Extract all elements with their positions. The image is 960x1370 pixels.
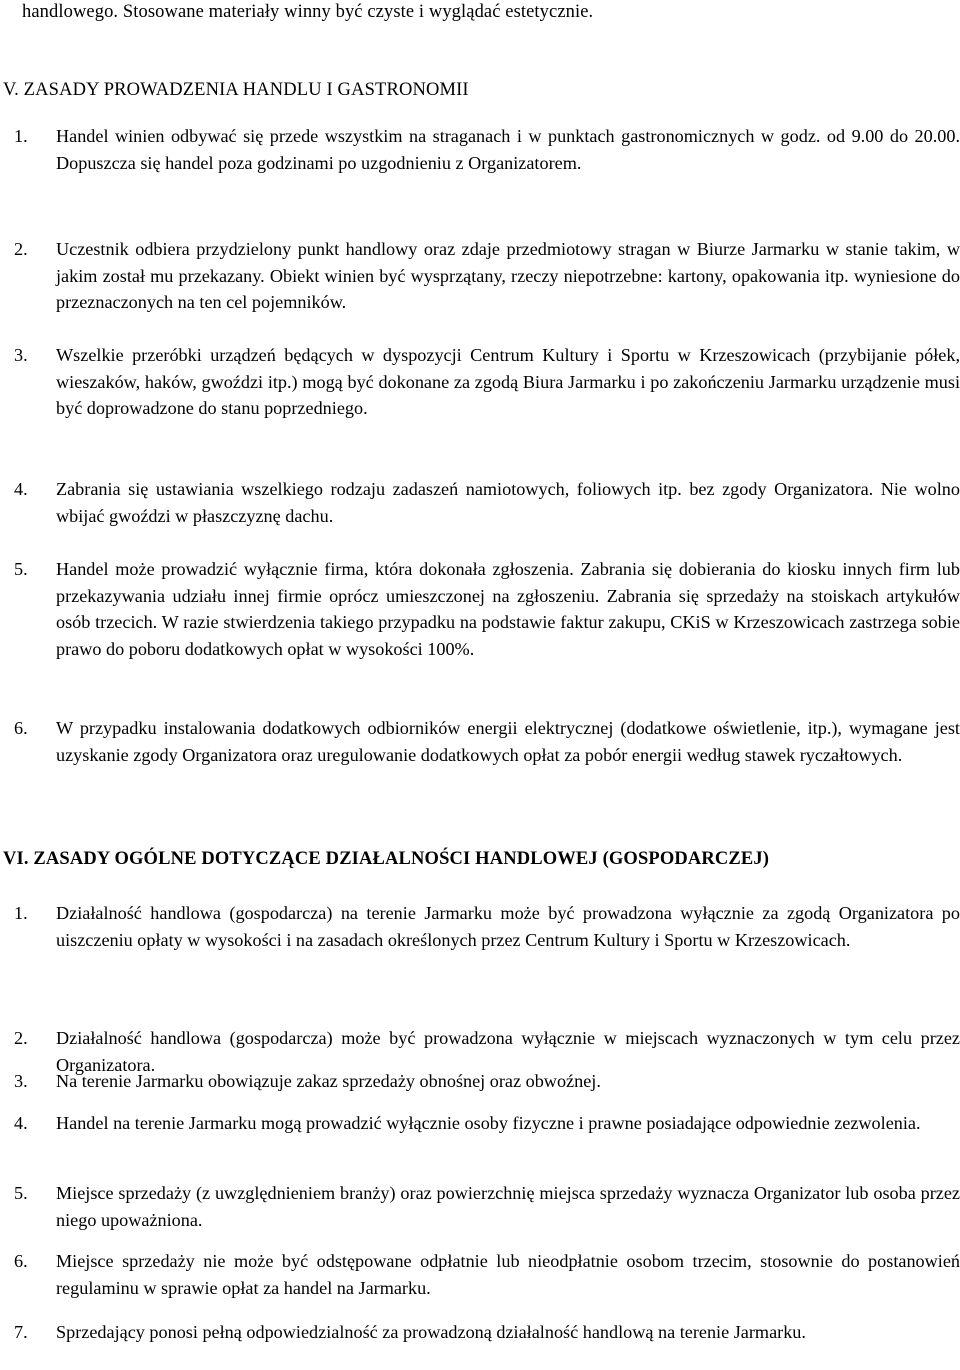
section-6-item-1 <box>14 900 960 953</box>
item-number: 5. <box>14 1183 28 1203</box>
item-number: 3. <box>14 345 28 365</box>
item-text: Handel na terenie Jarmarku mogą prowadzić wyłącznie osoby fizyczne i prawne posiadające odpowiednie zezwolenia. <box>56 1113 921 1133</box>
section-5-item-1 <box>14 123 960 176</box>
intro-line: handlowego. Stosowane materiały winny być czyste i wyglądać estetycznie. <box>22 2 594 22</box>
item-number: 6. <box>14 1251 28 1271</box>
item-text: Działalność handlowa (gospodarcza) na terenie Jarmarku może być prowadzona wyłącznie za zgodą Organizatora po uiszczeniu opłaty w wysokości i na zasadach określonych przez Centrum Kultury i Sportu w Krzeszowicach. <box>56 903 960 950</box>
item-text: Uczestnik odbiera przydzielony punkt handlowy oraz zdaje przedmiotowy stragan w Biurze Jarmarku w stanie takim, w jakim został mu przekazany. Obiekt winien być wysprzątany, rzeczy niepotrzebne: kartony, opakowania itp. wyniesione do przeznaczonych na ten cel pojemników. <box>56 239 960 312</box>
item-text: Sprzedający ponosi pełną odpowiedzialność za prowadzoną działalność handlową na terenie Jarmarku. <box>56 1322 806 1342</box>
item-number: 4. <box>14 479 28 499</box>
section-5-item-6 <box>14 715 960 768</box>
item-text: Miejsce sprzedaży (z uwzględnieniem branży) oraz powierzchnię miejsca sprzedaży wyznacza Organizator lub osoba przez niego upoważniona. <box>56 1183 960 1230</box>
item-number: 1. <box>14 903 28 923</box>
section-6-item-5 <box>14 1180 960 1233</box>
section-6-item-6 <box>14 1248 960 1301</box>
section-5-item-5 <box>14 556 960 662</box>
item-text: Na terenie Jarmarku obowiązuje zakaz sprzedaży obnośnej oraz obwoźnej. <box>56 1071 601 1091</box>
item-number: 3. <box>14 1071 28 1091</box>
section-6-item-7 <box>14 1319 960 1346</box>
item-text: Zabrania się ustawiania wszelkiego rodzaju zadaszeń namiotowych, foliowych itp. bez zgody Organizatora. Nie wolno wbijać gwoździ w płaszczyznę dachu. <box>56 479 960 526</box>
item-number: 2. <box>14 1028 28 1048</box>
item-number: 7. <box>14 1322 28 1342</box>
item-text: W przypadku instalowania dodatkowych odbiorników energii elektrycznej (dodatkowe oświetlenie, itp.), wymagane jest uzyskanie zgody Organizatora oraz uregulowanie dodatkowych opłat za pobór energii według stawek ryczałtowych. <box>56 718 960 765</box>
item-text: Działalność handlowa (gospodarcza) może być prowadzona wyłącznie w miejscach wyznaczonych w tym celu przez Organizatora. <box>56 1028 960 1075</box>
section-6-item-3 <box>14 1068 960 1095</box>
item-text: Handel winien odbywać się przede wszystkim na straganach i w punktach gastronomicznych w godz. od 9.00 do 20.00. Dopuszcza się handel poza godzinami po uzgodnieniu z Organizatorem. <box>56 126 960 173</box>
item-number: 5. <box>14 559 28 579</box>
item-text: Handel może prowadzić wyłącznie firma, która dokonała zgłoszenia. Zabrania się dobierania do kiosku innych firm lub przekazywania udziału innej firmie oprócz umieszczonej na zgłoszeniu. Zabrania się sprzedaży na stoiskach artykułów osób trzecich. W razie stwierdzenia takiego przypadku na podstawie faktur zakupu, CKiS w Krzeszowicach zastrzega sobie prawo do poboru dodatkowych opłat w wysokości 100%. <box>56 559 960 659</box>
section-5-item-2 <box>14 236 960 316</box>
section-5-heading: V. ZASADY PROWADZENIA HANDLU I GASTRONOMII <box>3 80 469 100</box>
section-6-item-4 <box>14 1110 960 1137</box>
section-6-heading: VI. ZASADY OGÓLNE DOTYCZĄCE DZIAŁALNOŚCI HANDLOWEJ (GOSPODARCZEJ) <box>3 849 770 869</box>
item-number: 1. <box>14 126 28 146</box>
item-text: Wszelkie przeróbki urządzeń będących w dyspozycji Centrum Kultury i Sportu w Krzeszowicach (przybijanie półek, wieszaków, haków, gwoździ itp.) mogą być dokonane za zgodą Biura Jarmarku i po zakończeniu Jarmarku urządzenie musi być doprowadzone do stanu poprzedniego. <box>56 345 960 418</box>
section-5-item-3 <box>14 342 960 422</box>
item-number: 4. <box>14 1113 28 1133</box>
item-number: 2. <box>14 239 28 259</box>
section-5-item-4 <box>14 476 960 529</box>
item-number: 6. <box>14 718 28 738</box>
item-text: Miejsce sprzedaży nie może być odstępowane odpłatnie lub nieodpłatnie osobom trzecim, stosownie do postanowień regulaminu w sprawie opłat za handel na Jarmarku. <box>56 1251 960 1298</box>
